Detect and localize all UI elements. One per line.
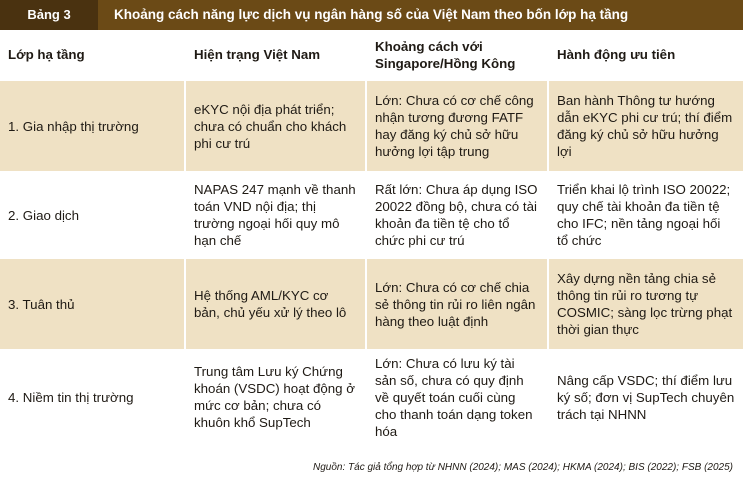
cell-gap: Lớn: Chưa có cơ chế chia sẻ thông tin rủi ro liên ngân hàng theo luật định [366, 258, 548, 350]
cell-layer: 2. Giao dịch [0, 172, 185, 258]
table-header-row [0, 30, 743, 80]
cell-status: Hệ thống AML/KYC cơ bản, chủ yếu xử lý theo lô [185, 258, 366, 350]
table-title: Khoảng cách năng lực dịch vụ ngân hàng số của Việt Nam theo bốn lớp hạ tầng [114, 7, 629, 22]
cell-layer: 1. Gia nhập thị trường [0, 80, 185, 172]
cell-status: eKYC nội địa phát triển; chưa có chuẩn cho khách phi cư trú [185, 80, 366, 172]
cell-status: NAPAS 247 mạnh về thanh toán VND nội địa; thị trường ngoại hối quy mô hạn chế [185, 172, 366, 258]
table-row [0, 80, 743, 172]
cell-action: Nâng cấp VSDC; thí điểm lưu ký số; đơn vị SupTech chuyên trách tại NHNN [548, 350, 743, 444]
cell-layer: 4. Niềm tin thị trường [0, 350, 185, 444]
cell-action: Triển khai lộ trình ISO 20022; quy chế tài khoản đa tiền tệ cho IFC; nền tảng ngoại hối tổ chức [548, 172, 743, 258]
table-row [0, 172, 743, 258]
cell-action: Xây dựng nền tảng chia sẻ thông tin rủi ro tương tự COSMIC; sàng lọc trừng phạt thời gian thực [548, 258, 743, 350]
source-note: Nguồn: Tác giả tổng hợp từ NHNN (2024); MAS (2024); HKMA (2024); BIS (2022); FSB (2025) [313, 462, 733, 473]
cell-status: Trung tâm Lưu ký Chứng khoán (VSDC) hoạt động ở mức cơ bản; chưa có khuôn khổ SupTech [185, 350, 366, 444]
cell-action: Ban hành Thông tư hướng dẫn eKYC phi cư trú; thí điểm đăng ký chủ sở hữu hưởng lợi [548, 80, 743, 172]
table-number-tag: Bảng 3 [0, 0, 98, 30]
column-header-status: Hiện trạng Việt Nam [185, 30, 366, 80]
cell-gap: Lớn: Chưa có cơ chế công nhận tương đương FATF hay đăng ký chủ sở hữu hưởng lợi tập trung [366, 80, 548, 172]
table-row [0, 350, 743, 444]
cell-gap: Lớn: Chưa có lưu ký tài sản số, chưa có quy định về quyết toán cuối cùng cho thanh toán dạng token hóa [366, 350, 548, 444]
table-row [0, 258, 743, 350]
infrastructure-gap-table [0, 30, 743, 445]
table-title-bar [0, 0, 743, 30]
column-header-gap: Khoảng cách với Singapore/Hồng Kông [366, 30, 548, 80]
column-header-layer: Lớp hạ tầng [0, 30, 185, 80]
column-header-action: Hành động ưu tiên [548, 30, 743, 80]
cell-layer: 3. Tuân thủ [0, 258, 185, 350]
cell-gap: Rất lớn: Chưa áp dụng ISO 20022 đồng bộ, chưa có tài khoản đa tiền tệ cho tổ chức phi cư trú [366, 172, 548, 258]
